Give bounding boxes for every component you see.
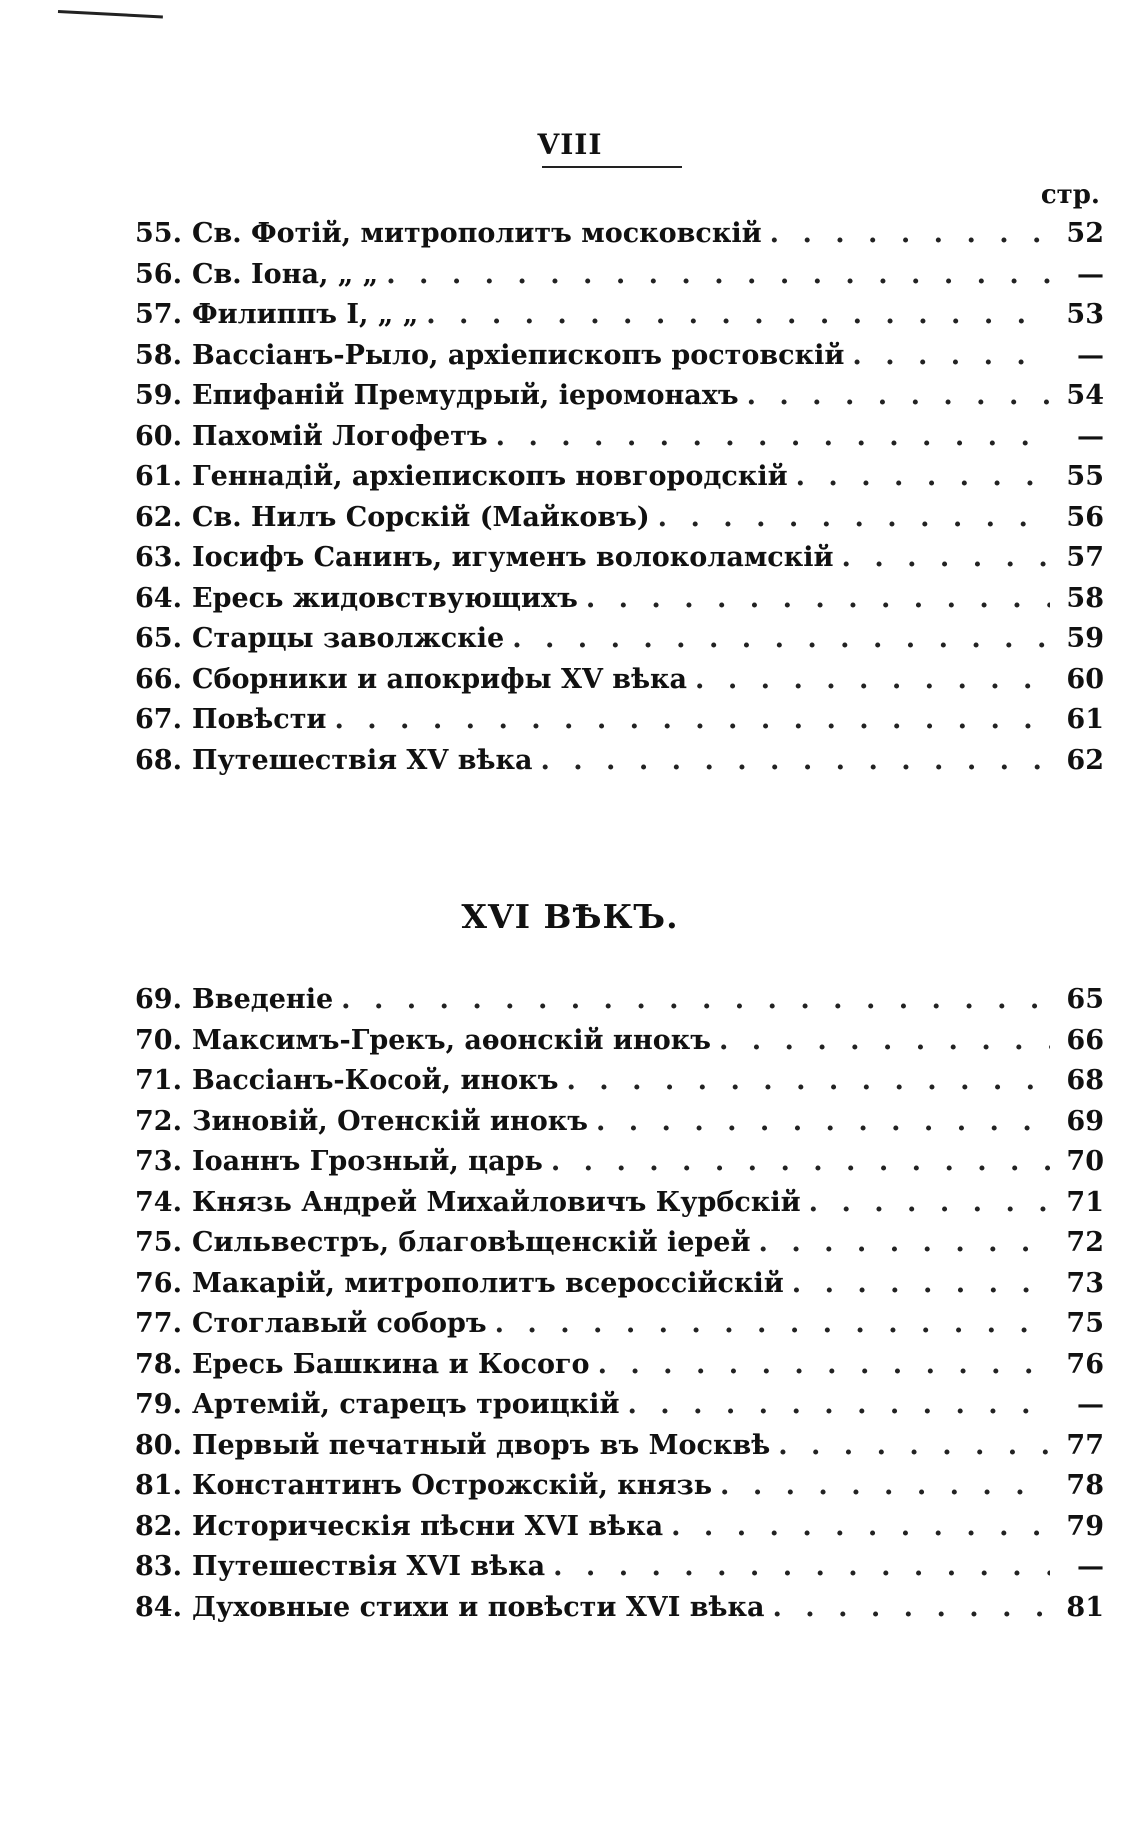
entry-page: 57 [1066,542,1104,573]
entry-page: 65 [1066,984,1104,1015]
entry-number: 60. [135,420,182,452]
entry-number: 56. [135,258,182,290]
entry-title: Св. Іона, „ „ [192,258,379,290]
dot-leader [772,1592,1050,1623]
entry-title: Филиппъ I, „ „ [192,299,419,330]
toc-entry [104,421,1104,462]
dot-leader [792,1268,1050,1299]
dot-leader [496,421,1050,452]
entry-title: Вассіанъ-Рыло, архіепископъ ростовскій [192,339,845,371]
entry-number: 65. [135,623,182,654]
toc-entry [104,1187,1104,1228]
entry-page: 60 [1066,663,1104,695]
dot-leader [796,461,1050,492]
entry-page: 52 [1066,218,1104,249]
entry-number: 66. [135,663,182,695]
entry-number: 79. [135,1389,182,1420]
entry-number: 82. [135,1510,182,1542]
entry-number: 77. [135,1308,182,1339]
toc-entry [104,461,1104,502]
dot-leader [778,1430,1050,1461]
entry-page: — [1077,1389,1104,1420]
entry-number: 84. [135,1591,182,1623]
dot-leader [426,299,1050,330]
entry-number: 75. [135,1227,182,1258]
entry-title: Ересь Башкина и Косого [192,1348,590,1380]
dot-leader [334,704,1050,735]
entry-page: — [1077,420,1104,452]
decorative-stroke [58,10,163,18]
toc-entry [104,340,1104,381]
dot-leader [842,542,1050,573]
entry-number: 67. [135,704,182,735]
entry-page: 61 [1066,704,1104,735]
toc-entry [104,583,1104,624]
entry-title: Іоаннъ Грозный, царь [192,1146,543,1177]
entry-number: 73. [135,1146,182,1177]
entry-page: 73 [1066,1267,1104,1299]
toc-entry [104,1268,1104,1309]
entry-title: Старцы заволжскіе [192,623,505,654]
dot-leader [759,1227,1050,1258]
entry-title: Максимъ-Грекъ, аѳонскій инокъ [192,1024,711,1056]
entry-number: 64. [135,582,182,614]
toc-entry [104,984,1104,1025]
dot-leader [512,623,1050,654]
entry-page: 68 [1066,1065,1104,1096]
toc-entry [104,218,1104,259]
toc-entry [104,1025,1104,1066]
entry-number: 63. [135,542,182,573]
dot-leader [495,1308,1050,1339]
entry-title: Макарій, митрополитъ всероссійскій [192,1267,784,1299]
toc-part-15th-century [104,218,1104,785]
toc-entry [104,1592,1104,1633]
entry-title: Геннадій, архіепископъ новгородскій [192,461,788,492]
toc-entry [104,1349,1104,1390]
toc-entry [104,380,1104,421]
toc-entry [104,745,1104,786]
dot-leader [596,1106,1050,1137]
toc-entry [104,1065,1104,1106]
entry-number: 81. [135,1470,182,1501]
section-heading: XVI ВѢКЪ. [461,897,679,936]
entry-number: 57. [135,299,182,330]
toc-entry [104,542,1104,583]
entry-page: — [1077,1551,1104,1582]
dot-leader [719,1025,1050,1056]
toc-entry [104,1227,1104,1268]
entry-page: 55 [1066,461,1104,492]
dot-leader [809,1187,1050,1218]
entry-page: 75 [1066,1308,1104,1339]
dot-leader [540,745,1050,776]
entry-page: 69 [1066,1105,1104,1137]
entry-page: — [1077,258,1104,290]
page-number-rule [542,166,682,168]
entry-title: Духовные стихи и повѣсти XVI вѣка [192,1591,765,1623]
toc-entry [104,1308,1104,1349]
dot-leader [852,340,1050,371]
toc-entry [104,704,1104,745]
entry-title: Путешествія XVI вѣка [192,1551,546,1582]
entry-title: Артемій, старецъ троицкій [192,1389,620,1420]
entry-title: Епифаній Премудрый, іеромонахъ [192,380,739,411]
entry-number: 74. [135,1186,182,1218]
entry-page: 77 [1066,1429,1104,1461]
toc-entry [104,1430,1104,1471]
toc-entry [104,259,1104,300]
entry-title: Стоглавый соборъ [192,1308,487,1339]
dot-leader [386,259,1050,290]
entry-number: 76. [135,1267,182,1299]
toc-entry [104,623,1104,664]
dot-leader [551,1146,1050,1177]
entry-page: 66 [1066,1024,1104,1056]
entry-number: 62. [135,501,182,533]
entry-number: 83. [135,1551,182,1582]
dot-leader [553,1551,1050,1582]
entry-page: 70 [1066,1146,1104,1177]
dot-leader [566,1065,1050,1096]
dot-leader [598,1349,1050,1380]
page-column-header: стр. [1040,180,1100,210]
toc-entry [104,1470,1104,1511]
dot-leader [627,1389,1050,1420]
entry-number: 55. [135,218,182,249]
entry-number: 80. [135,1429,182,1461]
entry-page: 72 [1066,1227,1104,1258]
entry-title: Св. Нилъ Сорскій (Майковъ) [192,501,650,533]
entry-page: 58 [1066,582,1104,614]
entry-title: Св. Фотій, митрополитъ московскій [192,218,762,249]
entry-title: Вассіанъ-Косой, инокъ [192,1065,559,1096]
entry-title: Пахомій Логофетъ [192,420,488,452]
dot-leader [341,984,1050,1015]
toc-entry [104,664,1104,705]
toc-entry [104,1106,1104,1147]
entry-title: Повѣсти [192,704,327,735]
entry-title: Первый печатный дворъ въ Москвѣ [192,1429,771,1461]
toc-entry [104,1389,1104,1430]
dot-leader [720,1470,1050,1501]
dot-leader [695,664,1050,695]
entry-page: 79 [1066,1510,1104,1542]
entry-page: 78 [1066,1470,1104,1501]
entry-title: Іосифъ Санинъ, игуменъ волоколамскій [192,542,834,573]
entry-title: Путешествія XV вѣка [192,744,533,776]
entry-number: 72. [135,1105,182,1137]
entry-page: — [1077,339,1104,371]
entry-number: 71. [135,1065,182,1096]
entry-number: 70. [135,1024,182,1056]
toc-part-16th-century [104,984,1104,1632]
entry-number: 59. [135,380,182,411]
dot-leader [586,583,1050,614]
entry-title: Сборники и апокрифы XV вѣка [192,663,688,695]
entry-page: 53 [1066,299,1104,330]
entry-page: 76 [1066,1348,1104,1380]
entry-page: 56 [1066,501,1104,533]
toc-entry [104,502,1104,543]
entry-title: Константинъ Острожскій, князь [192,1470,713,1501]
entry-page: 71 [1066,1186,1104,1218]
entry-title: Князь Андрей Михайловичъ Курбскій [192,1186,801,1218]
toc-entry [104,1551,1104,1592]
entry-page: 59 [1066,623,1104,654]
entry-number: 58. [135,339,182,371]
entry-page: 62 [1066,744,1104,776]
toc-entry [104,1511,1104,1552]
entry-title: Зиновій, Отенскій инокъ [192,1105,588,1137]
dot-leader [747,380,1050,411]
entry-title: Ересь жидовствующихъ [192,582,578,614]
entry-number: 69. [135,984,182,1015]
entry-page: 54 [1066,380,1104,411]
toc-entry [104,299,1104,340]
entry-number: 78. [135,1348,182,1380]
toc-entry [104,1146,1104,1187]
dot-leader [658,502,1050,533]
dot-leader [770,218,1050,249]
entry-number: 61. [135,461,182,492]
entry-number: 68. [135,744,182,776]
entry-title: Сильвестръ, благовѣщенскій іерей [192,1227,751,1258]
page-number: VIII [537,128,603,161]
dot-leader [671,1511,1050,1542]
entry-page: 81 [1066,1591,1104,1623]
entry-title: Введеніе [192,984,334,1015]
entry-title: Историческія пѣсни XVI вѣка [192,1510,664,1542]
